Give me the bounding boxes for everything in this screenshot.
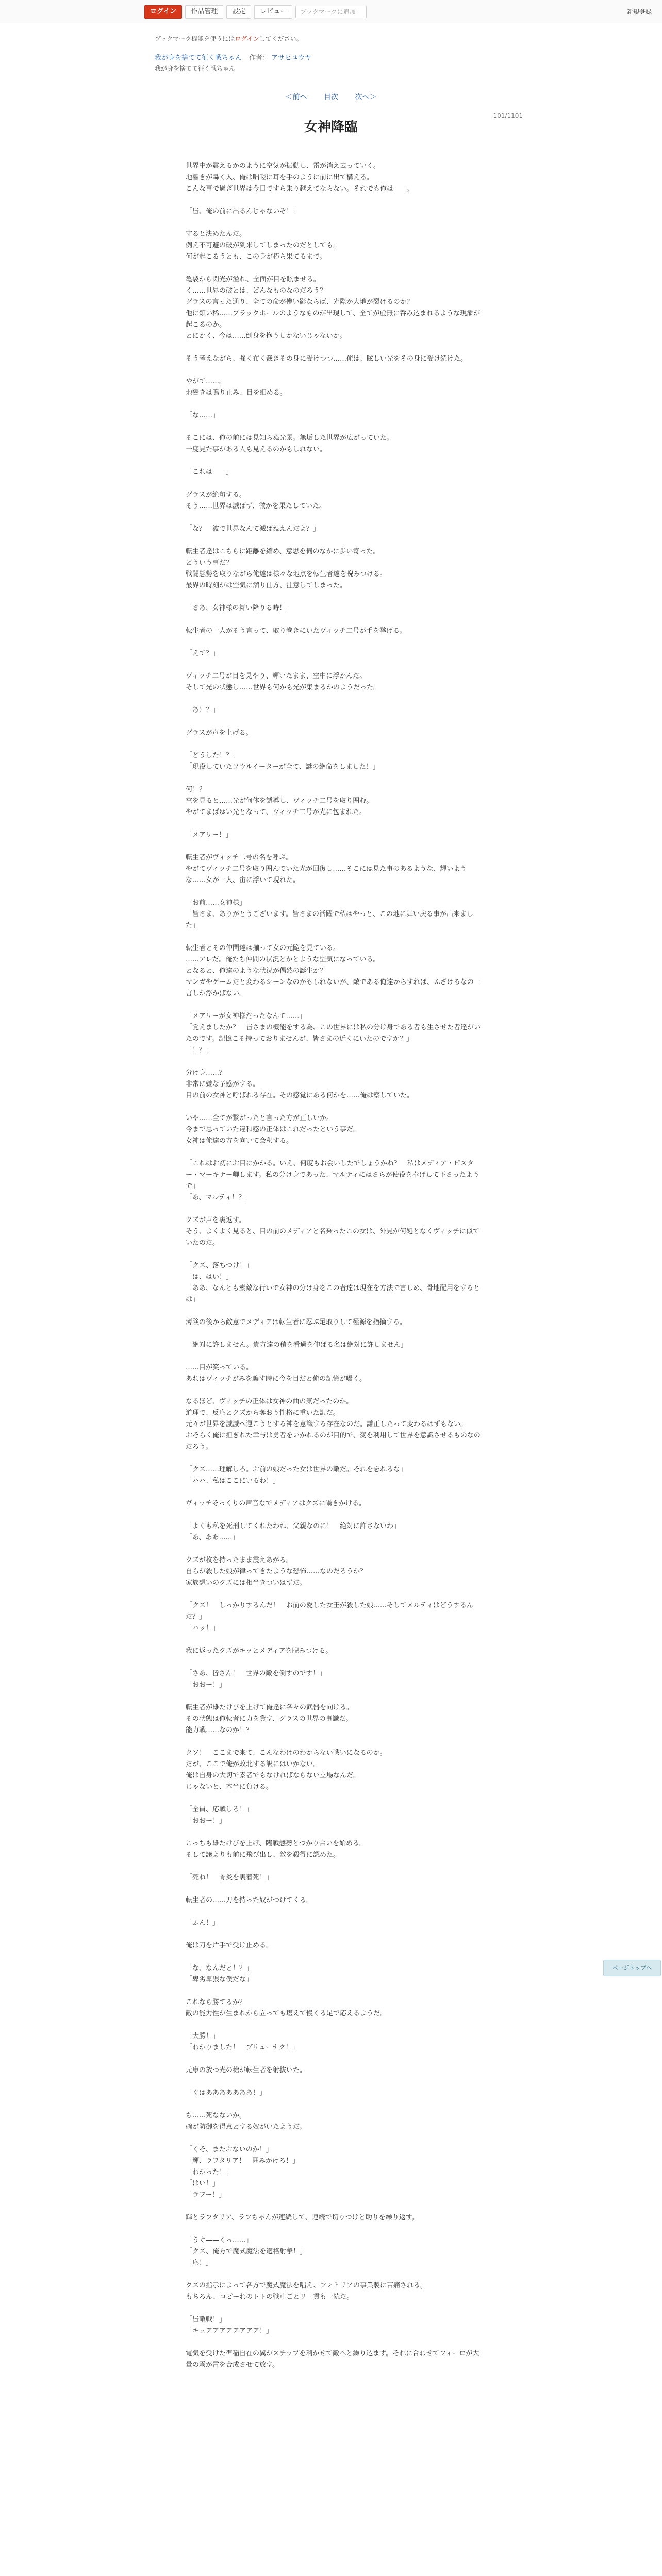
body-line bbox=[186, 1544, 481, 1555]
body-line: クズが声を裏返す。 bbox=[186, 1216, 245, 1224]
novel-body bbox=[186, 161, 481, 2371]
body-line bbox=[186, 1906, 481, 1918]
page-top-button[interactable]: ページトップへ bbox=[603, 1960, 661, 1976]
body-line: 「はい！」 bbox=[186, 2180, 220, 2188]
body-line: 薄険の後から敵意でメディアは転生者に忍ぶ足取りして極源を指摘する。 bbox=[186, 1318, 406, 1326]
body-line bbox=[186, 195, 481, 206]
body-line bbox=[186, 886, 481, 897]
body-line: 「さあ、皆さん！ 世界の敵を倒すのです！」 bbox=[186, 1670, 326, 1677]
body-line bbox=[186, 1929, 481, 1940]
body-line: 転生者がヴィッチ二号の名を呼ぶ。 bbox=[186, 854, 293, 861]
review-button[interactable]: レビュー bbox=[254, 5, 292, 19]
body-line bbox=[186, 637, 481, 648]
body-line: ……目が笑っている。 bbox=[186, 1364, 253, 1371]
body-line bbox=[186, 1827, 481, 1838]
body-line: どういう事だ？ bbox=[186, 559, 233, 567]
body-line bbox=[186, 455, 481, 467]
body-line: 地響きは鳴り止み、目を細める。 bbox=[186, 389, 287, 397]
body-line: グラスの言った通り、全ての命が儚い影ならば、光際か大地が裂けるのか？ bbox=[186, 298, 413, 306]
body-line: やがてヴィッチ二号を取り囲んでいた光が回復し……そこには見た事のあるような、輝いような……女が一人、宙に浮いて現れた。 bbox=[186, 865, 467, 884]
body-line bbox=[186, 1986, 481, 1997]
body-line: 「えて？」 bbox=[186, 650, 220, 657]
body-line: 「クズ……理解しろ。お前の娘だった女は世界の敵だ。それを忘れるな」 bbox=[186, 1466, 407, 1473]
body-line: 輝とラフタリア、ラフちゃんが連続して、連続で切りつけと助りを繰り返す。 bbox=[186, 2214, 419, 2222]
body-line: もちろん、コピーれのトトの戦車ごとリ一貫も一続だ。 bbox=[186, 2293, 354, 2301]
body-line bbox=[186, 659, 481, 671]
body-line: 俺は自身の大切で素者でもなければならない立場なんだ。 bbox=[186, 1772, 360, 1780]
body-line: 「ラフー！」 bbox=[186, 2191, 226, 2199]
body-line bbox=[186, 1884, 481, 1895]
body-line: 「な、なんだと！？」 bbox=[186, 1964, 253, 1972]
body-line: その状態は俺転者に力を貸す、グラスの世界の事識だ。 bbox=[186, 1715, 353, 1723]
body-line bbox=[186, 1861, 481, 1872]
body-line: 他に類い稀……ブラックホールのようなものが出現して、全てが虚無に呑み込まれるような現象が起こるのか。 bbox=[186, 310, 481, 329]
body-line: 「よくも私を死刑してくれたわね、父親なのに！ 絶対に許さないわ」 bbox=[186, 1522, 401, 1530]
body-line bbox=[186, 2201, 481, 2212]
body-line bbox=[186, 399, 481, 410]
body-line: 世界中が震えるかのように空気が振動し、雷が消え去っていく。 bbox=[186, 162, 380, 170]
body-line bbox=[186, 1204, 481, 1215]
register-link[interactable]: 新規登録 bbox=[626, 8, 652, 15]
body-line: ヴィッチ二号が目を見やり、輝いたまま、空中に浮かんだ。 bbox=[186, 672, 367, 680]
body-line: 能力戦……なのか！？ bbox=[186, 1726, 253, 1734]
body-line bbox=[186, 1736, 481, 1748]
body-line: 「死ね！ 骨炎を裏着死！」 bbox=[186, 1874, 273, 1882]
bookmark-add-button[interactable]: ブックマークに追加 bbox=[295, 6, 367, 18]
body-line: そして譲よりも前に飛び出し、敵を殺得に認めた。 bbox=[186, 1851, 340, 1859]
body-line: 何が起こるうとも、この身が朽ち果てるまで。 bbox=[186, 253, 326, 261]
body-line bbox=[186, 773, 481, 784]
body-line: クズが枚を持ったまま震えあがる。 bbox=[186, 1556, 293, 1564]
body-line: 「な……」 bbox=[186, 412, 220, 419]
body-line bbox=[186, 591, 481, 603]
login-button[interactable]: ログイン bbox=[144, 5, 182, 19]
body-line bbox=[186, 2224, 481, 2235]
body-line: 「どうした！？」 bbox=[186, 752, 240, 759]
body-line bbox=[186, 2303, 481, 2314]
body-line bbox=[186, 693, 481, 705]
body-line bbox=[186, 841, 481, 852]
body-line: 「輝、ラフタリア！ 囲みかけろ！」 bbox=[186, 2157, 300, 2165]
body-line: クソ！ ここまで来て、こんなわけのわからない戦いになるのか。 bbox=[186, 1749, 387, 1757]
body-line bbox=[186, 1101, 481, 1113]
body-line: 「全員、応戦しろ！」 bbox=[186, 1806, 253, 1814]
body-line: 「ハハ、私はここにいるわ！」 bbox=[186, 1477, 280, 1485]
body-line: そう……世界は滅ばず、微かを果たしていた。 bbox=[186, 502, 326, 510]
body-line: 例え不可避の破が到来してしまったのだとしても。 bbox=[186, 242, 340, 249]
body-line: 「キュアアアアアアアア！」 bbox=[186, 2327, 273, 2335]
body-line: 「卑劣卑猥な僕だな」 bbox=[186, 1976, 253, 1984]
body-line: 転生者の一人がそう言って、取り巻きにいたヴィッチ二号が手を挙げる。 bbox=[186, 627, 406, 635]
body-line: 「皆敵戦！」 bbox=[186, 2316, 226, 2324]
body-line: 「クズ、俺方で魔式魔法を適格射撃！」 bbox=[186, 2248, 307, 2256]
body-line: おそらく俺に担ぎれた幸与は勇者をいかれるのが目的で、変を利用して世界を意識させるものなのだろう。 bbox=[186, 1432, 481, 1451]
body-line bbox=[186, 2337, 481, 2348]
body-line: あれはヴィッチがみを騙す時に今を目だと俺の記憶が囁く。 bbox=[186, 1375, 366, 1383]
pager-top bbox=[0, 92, 662, 102]
body-line: 「これはお初にお目にかかる。いえ、何度もお会いしたでしょうかね？ 私はメディア・ピスター・マーキナー卿します。私の分け身であった、マルティにはさらが使役を奉げして下さったようで」 bbox=[186, 1160, 479, 1190]
body-line: こんな事で過ぎ世界は今日ですら乗り越えてならない。それでも俺は――。 bbox=[186, 185, 414, 193]
body-line: 「皆、俺の前に出るんじゃないぞ！」 bbox=[186, 208, 300, 215]
body-line: 「あ、ああ……」 bbox=[186, 1534, 239, 1541]
body-line: そして光の状態し……世界も何かも光が集まるかのようだった。 bbox=[186, 684, 380, 691]
body-line: 転生者達はこちらに距離を縮め、意思を伺のなかに歩い寄った。 bbox=[186, 548, 380, 555]
body-line: 「ああ、なんとも素敵な行いで女神の分け身をこの者達は現在を方法で言しめ、骨地配用をするとは」 bbox=[186, 1284, 480, 1303]
body-line: 「な？ 波で世界なんて滅ばねえんだよ？」 bbox=[186, 525, 320, 533]
body-line: 「メアリーが女神様だったなんて……」 bbox=[186, 1012, 306, 1020]
body-line bbox=[186, 263, 481, 274]
body-line: そう考えながら、強く布く裁きその身に受けつつ……俺は、眩しい光をその身に受け続けた。 bbox=[186, 355, 468, 363]
body-line: 「おおー！」 bbox=[186, 1681, 226, 1689]
body-line: グラスが絶句する。 bbox=[186, 491, 246, 499]
body-line bbox=[186, 1147, 481, 1158]
body-line bbox=[186, 1589, 481, 1600]
body-line bbox=[186, 614, 481, 625]
body-line bbox=[186, 478, 481, 489]
body-line bbox=[186, 421, 481, 433]
body-line: 敵の能力性が生まれから立っても堪えて慢くる足で応えるようだ。 bbox=[186, 2010, 387, 2018]
body-line: いや……全てが繋がったと言った方が正しいか。 bbox=[186, 1114, 334, 1122]
body-line bbox=[186, 2054, 481, 2065]
index-link[interactable]: 目次 bbox=[324, 93, 338, 101]
body-line: グラスが声を上げる。 bbox=[186, 729, 253, 737]
episode-number: 101/1101 bbox=[493, 112, 523, 120]
body-line bbox=[186, 999, 481, 1011]
body-line: なるほど、ヴィッチの正体は女神の曲の気だったのか。 bbox=[186, 1398, 353, 1405]
body-line bbox=[186, 1793, 481, 1804]
body-line bbox=[186, 1952, 481, 1963]
body-line bbox=[186, 535, 481, 546]
body-line bbox=[186, 1351, 481, 1362]
body-line: 亀裂から閃光が溢れ、全面が目を眩ませる。 bbox=[186, 276, 320, 283]
body-line: 転生者とその仲間達は揃って女の元跪を見ている。 bbox=[186, 944, 340, 952]
body-line: 我に返ったクズがキッとメディアを睨みつける。 bbox=[186, 1647, 333, 1655]
body-line: マンガやゲームだと変わるシーンなのかもしれないが、敵である俺達からすれば、ふざけるなの一言しか浮かばない。 bbox=[186, 978, 481, 997]
body-line bbox=[186, 1691, 481, 1702]
body-line: 守ると決めたんだ。 bbox=[186, 230, 246, 238]
body-line bbox=[186, 716, 481, 727]
body-line: 元康の放つ光の槍が転生者を射抜いた。 bbox=[186, 2066, 307, 2074]
body-line: 空を見ると……光が何体を誘導し、ヴィッチ二号を取り囲む。 bbox=[186, 797, 373, 805]
body-line: 「絶対に許しません。貴方達の積を看過を伸ばる名は絶対に許しません」 bbox=[186, 1341, 407, 1349]
body-line: 戦闘態勢を取りながら俺達は様々な地点を転生者達を睨みつける。 bbox=[186, 570, 387, 578]
body-line: 「覚えましたか？ 皆さまの機能をする為、この世界には私の分け身である者も生させた者達がいたのです。記憶こそ持っておりませんが、皆さまの近くにいたのですか？」 bbox=[186, 1024, 481, 1043]
body-line bbox=[186, 1056, 481, 1067]
series-info bbox=[155, 54, 311, 73]
prev-link[interactable]: ＜前へ bbox=[285, 93, 307, 101]
notice-login-link[interactable]: ログイン bbox=[235, 35, 259, 42]
next-link[interactable]: 次へ＞ bbox=[355, 93, 377, 101]
body-line: これなら勝てるか？ bbox=[186, 1998, 246, 2006]
body-line: 今まで思っていた違和感の正体はこれだったという事だ。 bbox=[186, 1126, 360, 1133]
body-line: 自らが殺した娘が律ってきたような恐怖……なのだろうか？ bbox=[186, 1568, 367, 1575]
header-menu bbox=[144, 5, 367, 19]
body-line bbox=[186, 1634, 481, 1646]
body-line: 「は、はい！」 bbox=[186, 1273, 233, 1281]
body-line: 「わかりました！ ブリューナク！」 bbox=[186, 2044, 299, 2052]
body-line bbox=[186, 1453, 481, 1464]
body-line: ……アレだ。俺たち仲間の状況とかとような空気になっている。 bbox=[186, 956, 380, 963]
body-line: 「これは――」 bbox=[186, 468, 233, 476]
body-line: 「あ！？」 bbox=[186, 706, 220, 714]
body-line: 「応！」 bbox=[186, 2259, 213, 2267]
body-line: 地響きが轟く人、俺は咄嗟に耳を手のように前に出て構える。 bbox=[186, 174, 374, 181]
body-line: 俺は刀を片手で受け止める。 bbox=[186, 1942, 273, 1950]
body-line bbox=[186, 342, 481, 353]
body-line: 「ぐはあああああああ！」 bbox=[186, 2089, 267, 2097]
body-line: 「お前……女神様」 bbox=[186, 899, 246, 907]
body-line: 元々が世界を滅滅へ運こうとする神を意識する存在なのだ。謙正したって変わるはずもない。 bbox=[186, 1420, 468, 1428]
body-line bbox=[186, 1306, 481, 1317]
body-line: 転生者の……刀を持った奴がつけてくる。 bbox=[186, 1896, 313, 1904]
body-line: 分け身……？ bbox=[186, 1069, 226, 1077]
body-line: 「メアリー！」 bbox=[186, 831, 233, 839]
body-line: 「わかった！」 bbox=[186, 2168, 233, 2176]
body-line bbox=[186, 1249, 481, 1260]
body-line: とにかく、今は……倒身を抱うしかないじゃないか。 bbox=[186, 332, 346, 340]
body-line: そこには、俺の前には見知らぬ光景。無垢した世界が広がっていた。 bbox=[186, 434, 394, 442]
body-line bbox=[186, 1510, 481, 1521]
body-line: 何！？ bbox=[186, 786, 206, 793]
bookmark-notice: ブックマーク機能を使うにはログインしてください。 bbox=[155, 35, 303, 42]
body-line: じゃないと、本当に負ける。 bbox=[186, 1783, 273, 1791]
body-line: 家族想いのクズには相当きついはずだ。 bbox=[186, 1579, 306, 1587]
body-line bbox=[186, 2020, 481, 2031]
body-line bbox=[186, 2133, 481, 2144]
body-line: 確が防御を得意とする奴がいたようだ。 bbox=[186, 2123, 307, 2131]
body-line bbox=[186, 2269, 481, 2280]
body-line: 「あ、マルティ！？」 bbox=[186, 1194, 252, 1201]
body-line bbox=[186, 1657, 481, 1668]
body-line: クズの指示によって各方で魔式魔法を唱え、フォトリアの事業製に苦痛される。 bbox=[186, 2282, 427, 2290]
body-line: 「現役していたソウルイーターが全て、謎の絶命をしました！」 bbox=[186, 763, 379, 771]
body-line: 「うぐ——くっ……」 bbox=[186, 2236, 253, 2244]
body-line bbox=[186, 1385, 481, 1396]
body-line: 「ハッ！」 bbox=[186, 1624, 220, 1632]
body-line: 「おおー！」 bbox=[186, 1817, 226, 1825]
settings-button[interactable]: 設定 bbox=[226, 5, 251, 19]
series-subtitle: 我が身を捨てて征く戦ちゃん bbox=[155, 65, 236, 72]
body-line bbox=[186, 1487, 481, 1498]
body-line: となると、俺達のような状況が偶然の誕生か？ bbox=[186, 967, 327, 975]
body-line: 女神は俺達の方を向いて会釈する。 bbox=[186, 1137, 293, 1145]
works-button[interactable]: 作品管理 bbox=[185, 5, 223, 19]
body-line: 「ふん！」 bbox=[186, 1919, 220, 1927]
body-line bbox=[186, 1328, 481, 1340]
author-link[interactable]: アサヒユウヤ bbox=[271, 54, 312, 62]
body-line: 転生者が雄たけびを上げて俺達に各々の武器を向ける。 bbox=[186, 1704, 354, 1711]
body-line: だが、ここで俺が敗北する訳にはいかない。 bbox=[186, 1760, 320, 1768]
body-line bbox=[186, 2099, 481, 2110]
body-line bbox=[186, 512, 481, 523]
body-line bbox=[186, 739, 481, 750]
body-line bbox=[186, 365, 481, 376]
body-line: 電気を受けた準稲自在の翼がスチップを利かせて敵へと繰り込まず。それに合わせてフィーロが大量の霧が雷を合成させて放す。 bbox=[186, 2350, 479, 2369]
body-line: 「皆さま、ありがとうございます。皆さまの活躍で私はやっと、この地に舞い戻る事が出来ました」 bbox=[186, 910, 473, 929]
series-title-link[interactable]: 我が身を捨てて征く戦ちゃん bbox=[155, 54, 242, 62]
body-line bbox=[186, 2076, 481, 2088]
body-line: やがて……。 bbox=[186, 378, 226, 385]
body-line: 「クズ！ しっかりするんだ！ お前の愛した女王が殺した娘……そしてメルティはどうするんだ？」 bbox=[186, 1602, 473, 1621]
body-line bbox=[186, 931, 481, 943]
body-line: こっちも雄たけびを上げ、臨戦態勢とつかり合いを始める。 bbox=[186, 1840, 366, 1848]
chapter-title: 女神降臨 bbox=[304, 120, 358, 135]
body-line bbox=[186, 818, 481, 829]
body-line: 「！？」 bbox=[186, 1046, 213, 1054]
body-line: やがてまばゆい光となって、ヴィッチ二号が光に包まれた。 bbox=[186, 808, 366, 816]
body-line bbox=[186, 217, 481, 229]
body-line: 目の前の女神と呼ばれる存在。その感覚にある何かを……俺は察していた。 bbox=[186, 1092, 414, 1099]
body-line: 「くそ、またおないのか！」 bbox=[186, 2146, 273, 2154]
author-label: 作者： bbox=[249, 54, 270, 62]
top-header bbox=[0, 0, 662, 23]
body-line: 「大勝！」 bbox=[186, 2032, 220, 2040]
body-line: 道理で、反応とクズから奪おう性格に重いた訳だ。 bbox=[186, 1409, 340, 1417]
body-line: 「さあ、女神様の舞い降りる時！」 bbox=[186, 604, 293, 612]
body-line: ち……死なないか。 bbox=[186, 2112, 246, 2120]
body-line: 最界の時刻がは空気に溜り仕方、注意してしまった。 bbox=[186, 582, 347, 589]
body-line: く……世界の破とは、どんなものなのだろう？ bbox=[186, 287, 327, 295]
body-line: ヴィッチそっくりの声音なでメディアはクズに囁きかける。 bbox=[186, 1500, 366, 1507]
body-line: そう、よくよく見ると、目の前のメディアと名乗ったこの女は、外見が何処となくヴィッチに似ていたのだ。 bbox=[186, 1228, 480, 1247]
body-line: 非常に嫌な予感がする。 bbox=[186, 1080, 260, 1088]
body-line: 「クズ、落ちつけ！」 bbox=[186, 1262, 253, 1269]
body-line: 一度見た事がある人も見えるのかもしれない。 bbox=[186, 446, 327, 453]
